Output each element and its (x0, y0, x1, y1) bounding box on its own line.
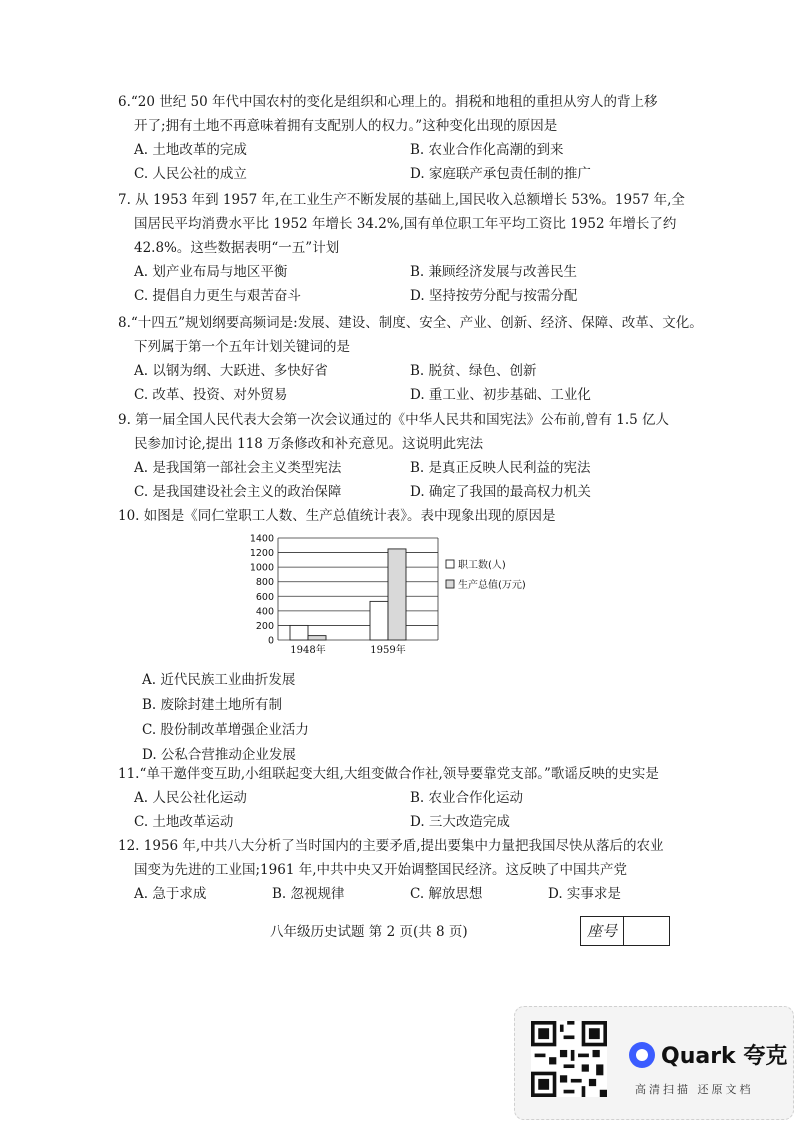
q9-options-row1 (118, 456, 688, 480)
q7-options-row2 (118, 284, 688, 308)
y-tick-label: 800 (255, 577, 274, 589)
seat-label: 座号 (581, 917, 624, 945)
q7-stem-line1: 7. 从 1953 年到 1957 年,在工业生产不断发展的基础上,国民收入总额增长 53%。1957 年,全 (118, 192, 685, 208)
q10-option-c: C. 股份制改革增强企业活力 (142, 722, 309, 738)
q10-stem-line1: 10. 如图是《同仁堂职工人数、生产总值统计表》。表中现象出现的原因是 (118, 508, 556, 524)
q11-option-a: A. 人民公社化运动 (134, 790, 247, 806)
y-tick-label: 1400 (249, 533, 274, 545)
quark-watermark (514, 1006, 794, 1120)
q6-options-row1 (118, 138, 688, 162)
q7-option-b: B. 兼顾经济发展与改善民生 (410, 264, 578, 280)
q11-options-row2 (118, 810, 688, 834)
y-tick-label: 1000 (249, 562, 274, 574)
quark-brand (629, 1039, 787, 1070)
q6-stem-line1: 6.“20 世纪 50 年代中国农村的变化是组织和心理上的。捐税和地租的重担从穷人的背上移 (118, 94, 658, 110)
question-11 (118, 762, 688, 834)
q8-option-b: B. 脱贫、绿色、创新 (410, 363, 537, 379)
q9-stem-line2: 民参加讨论,提出 118 万条修改和补充意见。这说明此宪法 (134, 436, 484, 452)
q6-option-c: C. 人民公社的成立 (134, 166, 247, 182)
q10-option-b: B. 废除封建土地所有制 (142, 697, 283, 713)
q9-options-row2 (118, 480, 688, 504)
q11-option-d: D. 三大改造完成 (410, 814, 510, 830)
bar-output (308, 636, 326, 640)
q8-options-row2 (118, 383, 688, 407)
q9-option-a: A. 是我国第一部社会主义类型宪法 (134, 460, 342, 476)
q7-option-a: A. 划产业布局与地区平衡 (134, 264, 288, 280)
q10-option-d: D. 公私合营推动企业发展 (142, 747, 296, 763)
q9-stem-line1: 9. 第一届全国人民代表大会第一次会议通过的《中华人民共和国宪法》公布前,曾有 1.5 亿人 (118, 412, 670, 428)
seat-input-area[interactable] (624, 917, 669, 945)
q8-option-c: C. 改革、投资、对外贸易 (134, 387, 288, 403)
q9-option-c: C. 是我国建设社会主义的政治保障 (134, 484, 342, 500)
q8-options-row1 (118, 359, 688, 383)
question-9 (118, 408, 688, 504)
question-6 (118, 90, 688, 186)
legend-swatch (446, 560, 454, 568)
question-8 (118, 311, 703, 407)
q8-stem-line2: 下列属于第一个五年计划关键词的是 (134, 339, 350, 355)
q6-options-row2 (118, 162, 688, 186)
q6-option-d: D. 家庭联产承包责任制的推广 (410, 166, 591, 182)
q11-options-row1 (118, 786, 688, 810)
q12-option-d: D. 实事求是 (548, 886, 621, 902)
q6-option-b: B. 农业合作化高潮的到来 (410, 142, 564, 158)
question-10-options (118, 668, 688, 768)
q12-options-row (118, 882, 688, 906)
q8-option-d: D. 重工业、初步基础、工业化 (410, 387, 591, 403)
quark-brand-text: Quark 夸克 (661, 1044, 788, 1069)
y-tick-label: 200 (255, 620, 274, 632)
question-10 (118, 504, 688, 528)
seat-number-box (580, 916, 670, 946)
x-tick-label: 1948年 (290, 645, 326, 656)
q11-option-b: B. 农业合作化运动 (410, 790, 524, 806)
quark-logo-icon (629, 1042, 655, 1068)
q12-option-c: C. 解放思想 (410, 886, 483, 902)
q12-option-b: B. 忽视规律 (272, 886, 345, 902)
q9-option-d: D. 确定了我国的最高权力机关 (410, 484, 591, 500)
q6-option-a: A. 土地改革的完成 (134, 142, 247, 158)
question-12 (118, 834, 688, 906)
y-tick-label: 400 (255, 606, 274, 618)
q10-options (118, 668, 688, 768)
q12-stem-line1: 12. 1956 年,中共八大分析了当时国内的主要矛盾,提出要集中力量把我国尽快从落后的农业 (118, 838, 664, 854)
q8-option-a: A. 以钢为纲、大跃进、多快好省 (134, 363, 328, 379)
q7-stem-line2: 国居民平均消费水平比 1952 年增长 34.2%,国有单位职工年平均工资比 1952 年增长了约 (134, 216, 677, 232)
q7-stem-line3: 42.8%。这些数据表明“一五”计划 (134, 240, 340, 256)
chart-svg (240, 530, 530, 660)
x-tick-label: 1959年 (370, 645, 406, 656)
bar-workers (370, 601, 388, 640)
legend-label: 职工数(人) (458, 560, 506, 571)
q8-stem-line1: 8.“十四五”规划纲要高频词是:发展、建设、制度、安全、产业、创新、经济、保障、改革、文化。 (118, 315, 703, 331)
q7-options-row1 (118, 260, 688, 284)
quark-tagline: 高清扫描 还原文档 (635, 1083, 754, 1096)
qr-code-icon (531, 1021, 607, 1097)
bar-output (388, 549, 406, 640)
q7-option-d: D. 坚持按劳分配与按需分配 (410, 288, 578, 304)
q6-stem-line2: 开了;拥有土地不再意味着拥有支配别人的权力。”这种变化出现的原因是 (134, 118, 558, 134)
legend-label: 生产总值(万元) (458, 580, 526, 591)
q11-option-c: C. 土地改革运动 (134, 814, 234, 830)
y-tick-label: 0 (267, 635, 274, 647)
q11-stem-line1: 11.“单干邀伴变互助,小组联起变大组,大组变做合作社,领导要靠党支部。”歌谣反映的史实是 (118, 766, 659, 782)
y-tick-label: 600 (255, 591, 274, 603)
q9-option-b: B. 是真正反映人民利益的宪法 (410, 460, 591, 476)
question-7 (118, 188, 688, 308)
bar-workers (290, 625, 308, 640)
q10-bar-chart (240, 530, 530, 660)
legend-swatch (446, 580, 454, 588)
q12-option-a: A. 急于求成 (134, 886, 207, 902)
page-footer: 八年级历史试题 第 2 页(共 8 页) (270, 924, 468, 940)
y-tick-label: 1200 (249, 548, 274, 560)
q7-option-c: C. 提倡自力更生与艰苦奋斗 (134, 288, 301, 304)
q10-option-a: A. 近代民族工业曲折发展 (142, 672, 296, 688)
q12-stem-line2: 国变为先进的工业国;1961 年,中共中央又开始调整国民经济。这反映了中国共产党 (134, 862, 627, 878)
